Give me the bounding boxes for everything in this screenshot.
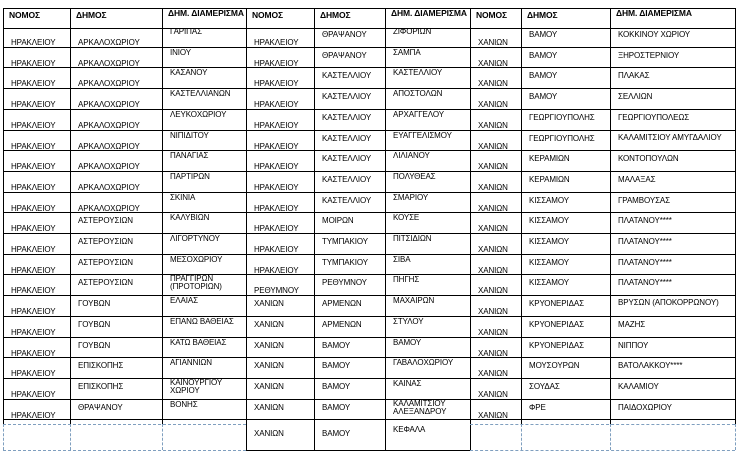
table-cell: ΚΑΛΥΒΙΩΝ: [170, 213, 210, 223]
dashed-column-extension: [521, 424, 522, 450]
table-cell: ΑΡΚΑΛΟΧΩΡΙΟΥ: [78, 162, 140, 172]
table-cell: ΗΡΑΚΛΕΙΟΥ: [254, 265, 299, 275]
table-cell: ΣΜΑΡΙΟΥ: [393, 192, 429, 202]
table-cell: ΜΑΛΑΞΑΣ: [618, 174, 656, 184]
table-cell: ΧΑΝΙΩΝ: [478, 224, 508, 234]
table-cell: ΠΟΛΥΘΕΑΣ: [393, 171, 436, 181]
table-cell: ΒΑΜΟΥ: [529, 71, 558, 81]
dashed-column-extension: [70, 424, 71, 450]
table-cell: ΣΟΥΔΑΣ: [529, 381, 560, 391]
table-cell: ΒΑΜΟΥ: [322, 361, 351, 371]
table-cell: ΓΕΩΡΓΙΟΥΠΟΛΕΩΣ: [618, 112, 690, 122]
table-cell: ΗΡΑΚΛΕΙΟΥ: [11, 141, 56, 151]
table-cell: ΧΑΝΙΩΝ: [254, 381, 284, 391]
table-cell: ΚΑΙΝΑΣ: [393, 378, 422, 388]
table-cell: ΤΥΜΠΑΚΙΟΥ: [322, 257, 368, 267]
table-cell: ΚΑΤΩ ΒΑΘΕΙΑΣ: [170, 337, 227, 347]
table-cell: ΤΥΜΠΑΚΙΟΥ: [322, 237, 368, 246]
table-cell: ΧΑΝΙΩΝ: [478, 348, 508, 358]
table-cell: ΣΙΒΑ: [393, 254, 411, 264]
table-cell: ΧΑΝΙΩΝ: [478, 245, 508, 254]
table-cell: ΜΟΥΣΟΥΡΩΝ: [529, 361, 580, 371]
table-cell: ΚΑΛΑΜΙΤΣΙΟΥ ΑΛΕΞΑΝΔΡΟΥ: [393, 399, 447, 416]
table-cell: ΓΕΩΡΓΙΟΥΠΟΛΗΣ: [529, 133, 595, 143]
table-cell: ΚΑΛΑΜΙΟΥ: [618, 381, 659, 391]
table-cell: ΒΑΜΟΥ: [393, 337, 422, 347]
table-cell: ΑΡΚΑΛΟΧΩΡΙΟΥ: [78, 58, 140, 68]
table-cell: ΘΡΑΨΑΝΟΥ: [322, 50, 367, 60]
table-cell: ΧΑΝΙΩΝ: [478, 58, 508, 68]
table-cell: ΑΡΚΑΛΟΧΩΡΙΟΥ: [78, 182, 140, 192]
table-cell: ΗΡΑΚΛΕΙΟΥ: [11, 245, 56, 254]
table-cell: ΗΡΑΚΛΕΙΟΥ: [11, 327, 56, 337]
table-cell: ΦΡΕ: [529, 402, 546, 412]
row-border: [3, 378, 735, 379]
table-cell: ΧΑΝΙΩΝ: [478, 327, 508, 337]
table-cell: ΕΛΑΙΑΣ: [170, 296, 198, 306]
table-cell: ΒΑΜΟΥ: [322, 340, 351, 350]
table-cell: ΗΡΑΚΛΕΙΟΥ: [11, 100, 56, 110]
table-cell: ΗΡΑΚΛΕΙΟΥ: [11, 58, 56, 68]
dashed-bottom-right-2: [470, 450, 735, 451]
table-cell: ΧΑΝΙΩΝ: [254, 340, 284, 350]
column-border: [3, 8, 4, 424]
table-cell: ΧΑΝΙΩΝ: [478, 307, 508, 317]
table-cell: ΗΡΑΚΛΕΙΟΥ: [11, 203, 56, 213]
table-cell: ΡΕΘΥΜΝΟΥ: [322, 278, 367, 288]
middle-block-bottom-border: [246, 450, 470, 451]
row-border: [3, 274, 735, 275]
table-cell: ΗΡΑΚΛΕΙΟΥ: [11, 348, 56, 358]
table-cell: ΚΟΚΚΙΝΟΥ ΧΩΡΙΟΥ: [618, 30, 691, 39]
table-cell: ΚΑΣΤΕΛΛΙΟΥ: [393, 68, 443, 78]
table-cell: ΓΟΥΒΩΝ: [78, 319, 111, 329]
dashed-bottom-left: [3, 424, 246, 425]
table-cell: ΗΡΑΚΛΕΙΟΥ: [11, 224, 56, 234]
row-border: [3, 254, 735, 255]
table-cell: ΑΡΚΑΛΟΧΩΡΙΟΥ: [78, 203, 140, 213]
table-cell: ΕΠΑΝΩ ΒΑΘΕΙΑΣ: [170, 316, 234, 326]
table-cell: ΗΡΑΚΛΕΙΟΥ: [11, 120, 56, 130]
table-cell: ΛΙΛΙΑΝΟΥ: [393, 151, 430, 161]
table-cell: ΧΑΝΙΩΝ: [478, 286, 508, 296]
table-cell: ΗΡΑΚΛΕΙΟΥ: [11, 79, 56, 89]
table-cell: ΚΑΣΤΕΛΛΙΟΥ: [322, 133, 372, 143]
table-cell: ΠΑΝΑΓΙΑΣ: [170, 151, 209, 161]
table-cell: ΧΑΝΙΩΝ: [254, 361, 284, 371]
table-cell: ΚΑΣΑΝΟΥ: [170, 68, 208, 78]
table-cell: ΠΛΑΤΑΝΟΥ****: [618, 278, 672, 288]
table-cell: ΒΑΜΟΥ: [322, 429, 351, 438]
table-cell: ΗΡΑΚΛΕΙΟΥ: [254, 162, 299, 172]
table-cell: ΠΛΑΚΑΣ: [618, 71, 650, 81]
table-cell: ΑΡΜΕΝΩΝ: [322, 319, 362, 329]
dashed-bottom-left-2: [3, 450, 246, 451]
table-cell: ΚΙΣΣΑΜΟΥ: [529, 278, 569, 288]
row-border: [3, 337, 735, 338]
dashed-column-extension: [735, 424, 736, 450]
table-cell: ΗΡΑΚΛΕΙΟΥ: [254, 182, 299, 192]
table-cell: ΗΡΑΚΛΕΙΟΥ: [11, 369, 56, 379]
column-border: [521, 8, 522, 424]
table-cell: ΧΑΝΙΩΝ: [254, 402, 284, 412]
column-header: ΔΗΜ. ΔΙΑΜΕΡΙΣΜΑ: [391, 9, 467, 18]
table-cell: ΓΑΡΙΠΑΣ: [170, 27, 202, 36]
table-cell: ΚΡΥΟΝΕΡΙΔΑΣ: [529, 319, 584, 329]
table-cell: ΗΡΑΚΛΕΙΟΥ: [254, 120, 299, 130]
column-header: ΝΟΜΟΣ: [476, 11, 508, 20]
table-cell: ΓΕΩΡΓΙΟΥΠΟΛΗΣ: [529, 112, 595, 122]
table-cell: ΧΑΝΙΩΝ: [254, 429, 284, 438]
table-cell: ΗΡΑΚΛΕΙΟΥ: [11, 307, 56, 317]
table-cell: ΡΕΘΥΜΝΟΥ: [254, 286, 299, 296]
table-cell: ΚΟΝΤΟΠΟΥΛΩΝ: [618, 154, 679, 164]
table-cell: ΜΟΙΡΩΝ: [322, 216, 354, 226]
table-cell: ΗΡΑΚΛΕΙΟΥ: [11, 265, 56, 275]
row-border: [3, 233, 735, 234]
table-cell: ΗΡΑΚΛΕΙΟΥ: [254, 38, 299, 47]
row-border: [3, 357, 735, 358]
table-cell: ΑΣΤΕΡΟΥΣΙΩΝ: [78, 237, 133, 246]
table-cell: ΧΑΝΙΩΝ: [478, 162, 508, 172]
table-cell: ΚΑΣΤΕΛΛΙΟΥ: [322, 71, 372, 81]
table-cell: ΚΟΥΣΕ: [393, 213, 420, 223]
table-cell: ΞΗΡΟΣΤΕΡΝΙΟΥ: [618, 50, 680, 60]
table-cell: ΑΡΜΕΝΩΝ: [322, 299, 362, 309]
table-cell: ΑΡΚΑΛΟΧΩΡΙΟΥ: [78, 100, 140, 110]
table-cell: ΧΑΝΙΩΝ: [478, 120, 508, 130]
table-cell: ΠΑΙΔΟΧΩΡΙΟΥ: [618, 402, 672, 412]
column-header: ΔΗΜΟΣ: [76, 11, 107, 20]
table-cell: ΒΑΜΟΥ: [529, 50, 558, 60]
table-cell: ΓΟΥΒΩΝ: [78, 299, 111, 309]
column-header: ΝΟΜΟΣ: [252, 11, 284, 20]
table-cell: ΠΛΑΤΑΝΟΥ****: [618, 237, 672, 246]
table-cell: ΗΡΑΚΛΕΙΟΥ: [11, 389, 56, 399]
table-cell: ΧΑΝΙΩΝ: [254, 299, 284, 309]
table-cell: ΗΡΑΚΛΕΙΟΥ: [254, 58, 299, 68]
table-cell: ΑΡΚΑΛΟΧΩΡΙΟΥ: [78, 38, 140, 47]
table-cell: ΗΡΑΚΛΕΙΟΥ: [11, 182, 56, 192]
table-cell: ΚΑΣΤΕΛΛΙΟΥ: [322, 195, 372, 205]
table-cell: ΠΗΓΗΣ: [393, 275, 420, 285]
table-cell: ΑΠΟΣΤΟΛΩΝ: [393, 89, 443, 99]
table-cell: ΗΡΑΚΛΕΙΟΥ: [254, 79, 299, 89]
table-cell: ΜΑΖΗΣ: [618, 319, 646, 329]
table-cell: ΠΡΑΓΓΙΡΩΝ (ΠΡΟΤΟΡΙΩΝ): [170, 275, 222, 292]
row-border: [3, 295, 735, 296]
table-cell: ΣΑΜΠΑ: [393, 47, 421, 57]
table-cell: ΗΡΑΚΛΕΙΟΥ: [254, 203, 299, 213]
table-cell: ΗΡΑΚΛΕΙΟΥ: [254, 245, 299, 254]
table-cell: ΗΡΑΚΛΕΙΟΥ: [11, 410, 56, 420]
table-cell: ΚΑΣΤΕΛΛΙΟΥ: [322, 174, 372, 184]
table-cell: ΖΙΦΟΡΙΩΝ: [393, 27, 432, 36]
table-cell: ΙΝΙΟΥ: [170, 47, 192, 57]
table-cell: ΚΑΛΑΜΙΤΣΙΟΥ ΑΜΥΓΔΑΛΙΟΥ: [618, 133, 722, 142]
dashed-column-extension: [162, 424, 163, 450]
table-cell: ΗΡΑΚΛΕΙΟΥ: [11, 38, 56, 47]
table-cell: ΚΕΡΑΜΙΩΝ: [529, 174, 570, 184]
table-cell: ΧΑΝΙΩΝ: [478, 369, 508, 379]
row-border: [3, 316, 735, 317]
table-cell: ΓΡΑΜΒΟΥΣΑΣ: [618, 195, 671, 205]
table-cell: ΚΙΣΣΑΜΟΥ: [529, 257, 569, 267]
table-cell: ΘΡΑΨΑΝΟΥ: [78, 402, 123, 412]
column-header: ΔΗΜ. ΔΙΑΜΕΡΙΣΜΑ: [168, 9, 244, 18]
table-cell: ΧΑΝΙΩΝ: [478, 203, 508, 213]
column-header: ΔΗΜΟΣ: [527, 11, 558, 20]
table-cell: ΒΑΜΟΥ: [529, 92, 558, 102]
table-cell: ΧΑΝΙΩΝ: [478, 182, 508, 192]
dashed-column-extension: [3, 424, 4, 450]
table-cell: ΑΣΤΕΡΟΥΣΙΩΝ: [78, 216, 133, 226]
table-cell: ΕΥΑΓΓΕΛΙΣΜΟΥ: [393, 130, 452, 140]
column-header: ΔΗΜ. ΔΙΑΜΕΡΙΣΜΑ: [616, 9, 692, 18]
table-cell: ΗΡΑΚΛΕΙΟΥ: [254, 100, 299, 110]
row-border: [3, 419, 735, 420]
table-cell: ΝΙΠΙΔΙΤΟΥ: [170, 130, 209, 140]
table-cell: ΣΚΙΝΙΑ: [170, 192, 196, 202]
column-header: ΔΗΜΟΣ: [320, 11, 351, 20]
table-cell: ΕΠΙΣΚΟΠΗΣ: [78, 361, 124, 371]
table-cell: ΗΡΑΚΛΕΙΟΥ: [11, 286, 56, 296]
table-cell: ΒΑΜΟΥ: [322, 402, 351, 412]
table-cell: ΚΙΣΣΑΜΟΥ: [529, 216, 569, 226]
table-cell: ΓΑΒΑΛΟΧΩΡΙΟΥ: [393, 358, 454, 368]
table-cell: ΑΡΚΑΛΟΧΩΡΙΟΥ: [78, 141, 140, 151]
table-cell: ΗΡΑΚΛΕΙΟΥ: [254, 224, 299, 234]
column-header: ΝΟΜΟΣ: [9, 11, 41, 20]
table-cell: ΝΙΠΠΟΥ: [618, 340, 649, 350]
table-cell: ΚΙΣΣΑΜΟΥ: [529, 195, 569, 205]
table-cell: ΗΡΑΚΛΕΙΟΥ: [254, 141, 299, 151]
table-cell: ΑΡΚΑΛΟΧΩΡΙΟΥ: [78, 120, 140, 130]
table-cell: ΚΕΦΑΛΑ: [393, 425, 426, 434]
table-cell: ΗΡΑΚΛΕΙΟΥ: [11, 162, 56, 172]
table-cell: ΣΤΥΛΟΥ: [393, 316, 424, 326]
dashed-column-extension: [610, 424, 611, 450]
table-cell: ΧΑΝΙΩΝ: [478, 141, 508, 151]
table-cell: ΜΑΧΑΙΡΩΝ: [393, 296, 435, 306]
table-cell: ΚΕΡΑΜΙΩΝ: [529, 154, 570, 164]
table-cell: ΑΣΤΕΡΟΥΣΙΩΝ: [78, 278, 133, 288]
table-cell: ΑΣΤΕΡΟΥΣΙΩΝ: [78, 257, 133, 267]
table-cell: ΠΑΡΤΙΡΩΝ: [170, 171, 210, 181]
table-cell: ΧΑΝΙΩΝ: [254, 319, 284, 329]
table-cell: ΚΙΣΣΑΜΟΥ: [529, 237, 569, 246]
table-cell: ΧΑΝΙΩΝ: [478, 79, 508, 89]
table-cell: ΚΑΣΤΕΛΛΙΑΝΩΝ: [170, 89, 231, 99]
header-bottom-border: [3, 28, 735, 29]
table-cell: ΚΑΙΝΟΥΡΓΙΟΥ ΧΩΡΙΟΥ: [170, 378, 222, 395]
table-cell: ΒΑΤΟΛΑΚΚΟΥ****: [618, 361, 683, 371]
table-cell: ΠΙΤΣΙΔΙΩΝ: [393, 234, 432, 243]
table-cell: ΧΑΝΙΩΝ: [478, 389, 508, 399]
table-cell: ΒΡΥΣΩΝ (ΑΠΟΚΟΡΡΩΝΟΥ): [618, 299, 719, 308]
table-cell: ΜΕΣΟΧΩΡΙΟΥ: [170, 254, 223, 264]
table-cell: ΧΑΝΙΩΝ: [478, 100, 508, 110]
table-cell: ΒΟΝΗΣ: [170, 399, 198, 409]
row-border: [3, 399, 735, 400]
table-cell: ΑΡΧΑΓΓΕΛΟΥ: [393, 109, 444, 119]
table-cell: ΧΑΝΙΩΝ: [478, 410, 508, 420]
table-cell: ΛΙΓΟΡΤΥΝΟΥ: [170, 234, 220, 243]
table-cell: ΚΑΣΤΕΛΛΙΟΥ: [322, 92, 372, 102]
table-cell: ΒΑΜΟΥ: [529, 30, 558, 39]
dashed-bottom-right: [470, 424, 735, 425]
table-cell: ΓΟΥΒΩΝ: [78, 340, 111, 350]
table-cell: ΛΕΥΚΟΧΩΡΙΟΥ: [170, 109, 227, 119]
table-cell: ΒΑΜΟΥ: [322, 381, 351, 391]
table-cell: ΘΡΑΨΑΝΟΥ: [322, 30, 367, 39]
table-cell: ΕΠΙΣΚΟΠΗΣ: [78, 381, 124, 391]
table-cell: ΚΡΥΟΝΕΡΙΔΑΣ: [529, 299, 584, 309]
table-cell: ΚΡΥΟΝΕΡΙΔΑΣ: [529, 340, 584, 350]
table-cell: ΑΡΚΑΛΟΧΩΡΙΟΥ: [78, 79, 140, 89]
column-border: [70, 8, 71, 424]
table-cell: ΑΓΙΑΝΝΙΩΝ: [170, 358, 212, 368]
table-cell: ΣΕΛΛΙΩΝ: [618, 92, 653, 102]
table-cell: ΠΛΑΤΑΝΟΥ****: [618, 257, 672, 267]
table-cell: ΧΑΝΙΩΝ: [478, 265, 508, 275]
table-cell: ΠΛΑΤΑΝΟΥ****: [618, 216, 672, 226]
table-cell: ΚΑΣΤΕΛΛΙΟΥ: [322, 154, 372, 164]
table-cell: ΚΑΣΤΕΛΛΙΟΥ: [322, 112, 372, 122]
table-cell: ΧΑΝΙΩΝ: [478, 38, 508, 47]
